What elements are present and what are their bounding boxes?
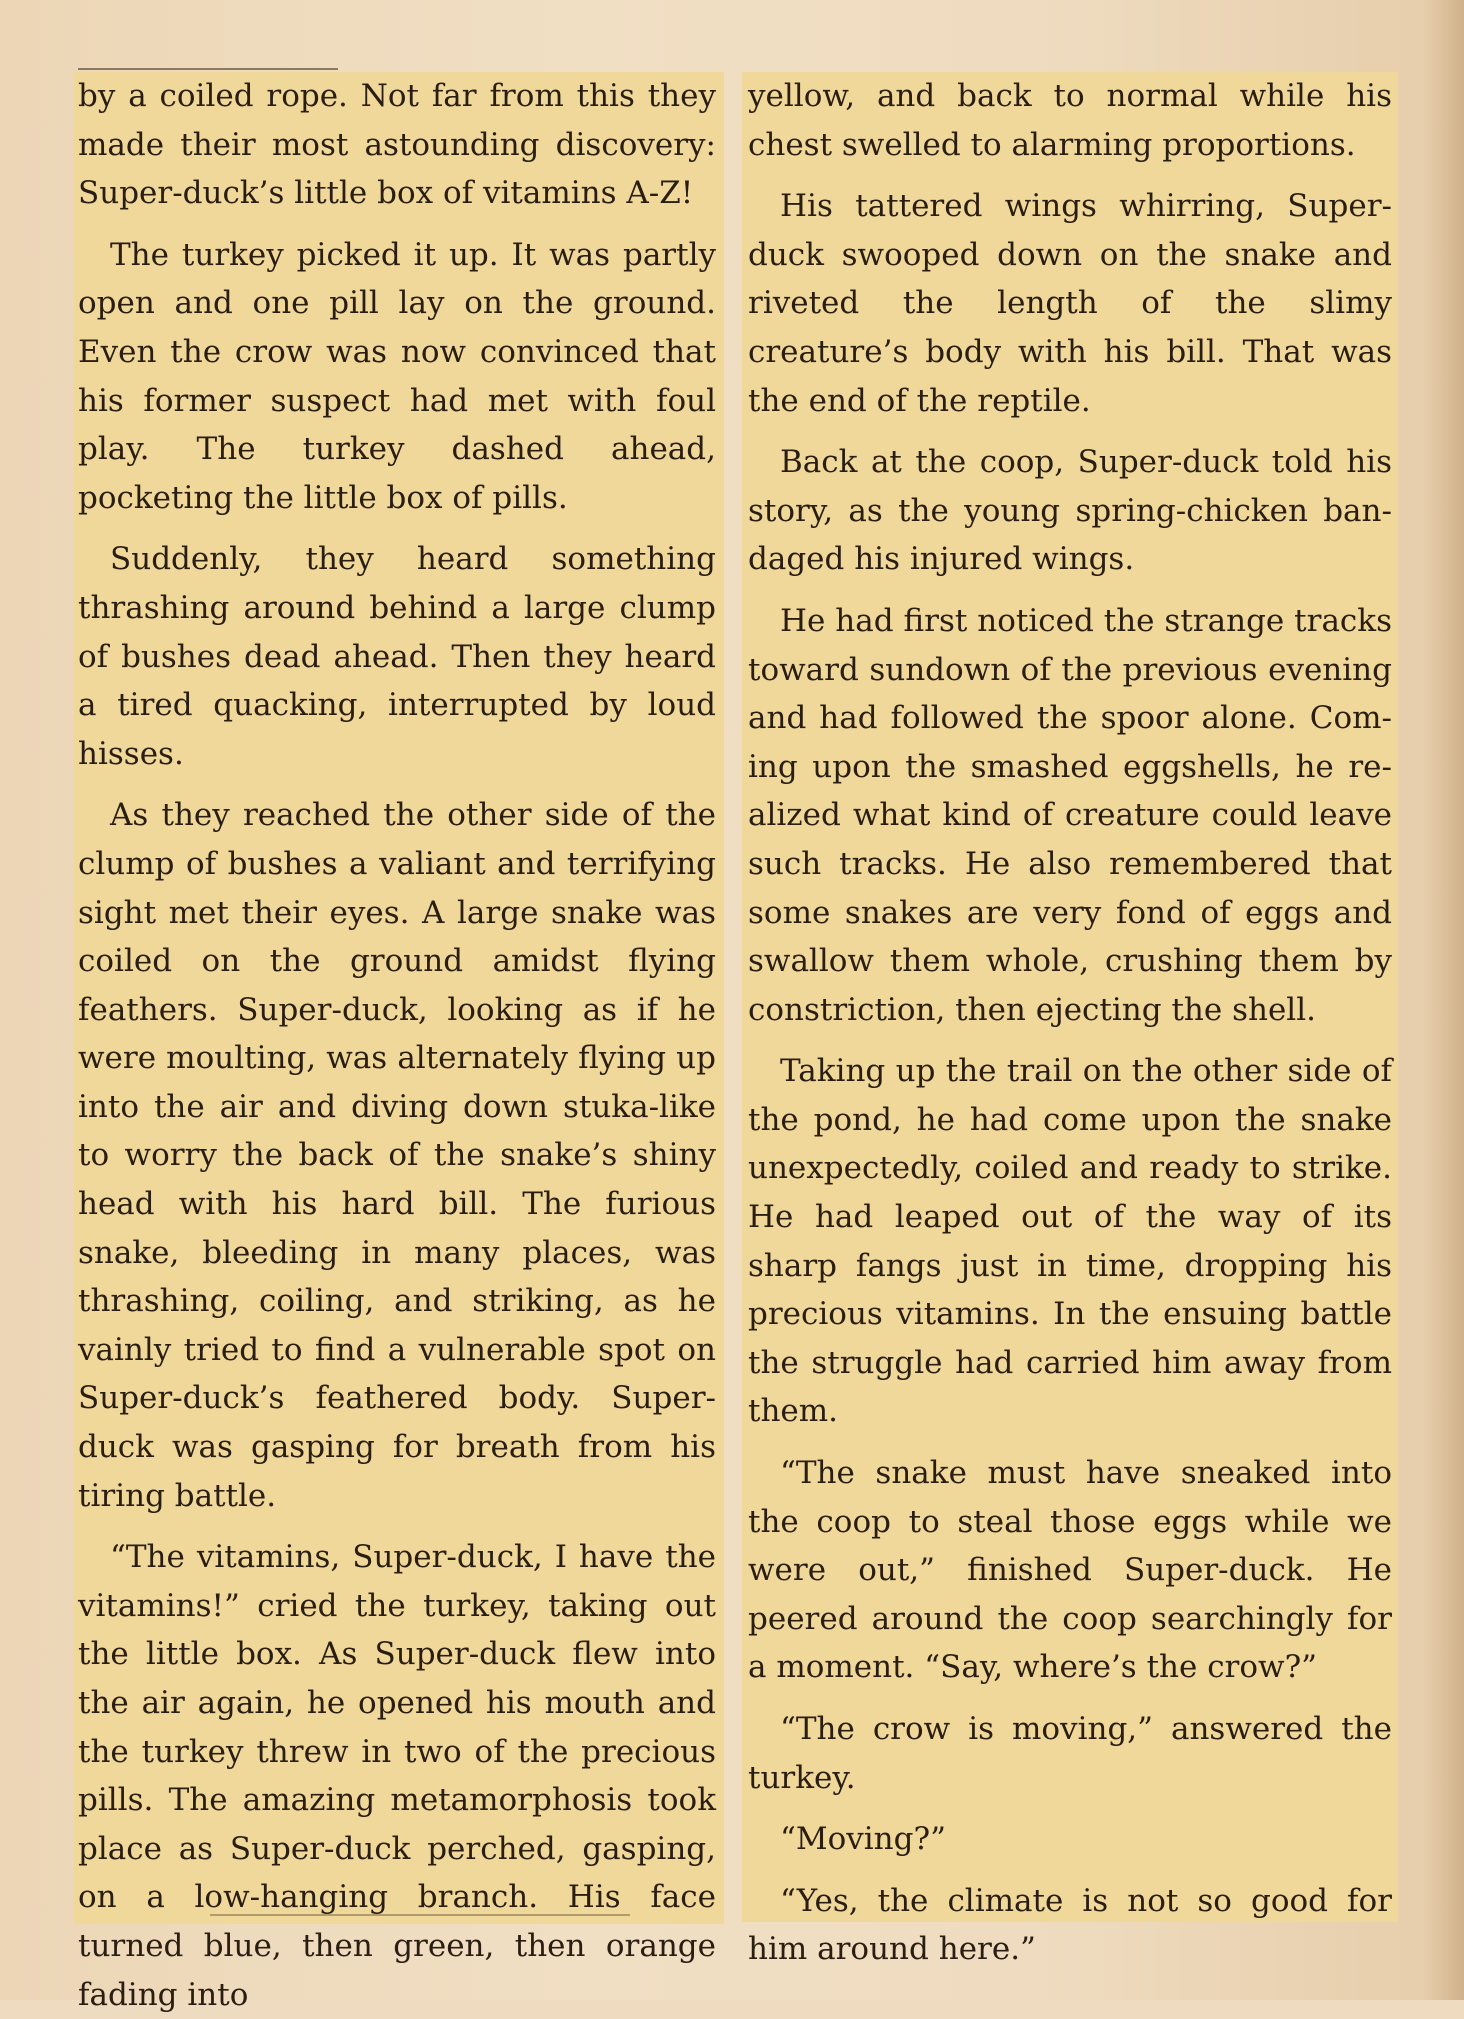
paragraph: “Moving?”	[780, 1821, 946, 1858]
paragraph: yellow, and back to normal while his chest swelled to alarming proportions.	[748, 78, 1392, 163]
left-text-column	[74, 72, 724, 2013]
top-rule	[78, 68, 338, 70]
paragraph: by a coiled rope. Not far from this they made their most astounding discovery: Super-duck’s little box of vitamins A-Z!	[78, 78, 716, 212]
bottom-rule	[210, 1914, 630, 1916]
right-text-column	[742, 72, 1398, 1968]
paragraph: He had first noticed the strange tracks toward sundown of the previous evening and had followed the spoor alone. Coming upon the smashed eggshells, he realized what kind of creature could leave such tracks. He also remembered that some snakes are very fond of eggs and swallow them whole, crushing them by constriction, then ejecting the shell.	[748, 602, 1392, 1028]
paragraph: “Yes, the climate is not so good for him around here.”	[748, 1882, 1392, 1968]
page-spine-shadow	[1424, 0, 1464, 2000]
paragraph: “The vitamins, Super-duck, I have the vitamins!” cried the turkey, taking out the little box. As Super-duck flew into the air again, he opened his mouth and the turkey threw in two of the precious pills. The amazing metamorphosis took place as Super-duck perched, gasping, on a low-hanging branch. His face turned blue, then green, then orange fading into	[78, 1539, 716, 2013]
paragraph: Taking up the trail on the other side of the pond, he had come upon the snake unexpectedly, coiled and ready to strike. He had leaped out of the way of its sharp fangs just in time, dropping his precious vitamins. In the ensuing battle the struggle had carried him away from them.	[748, 1053, 1392, 1430]
paragraph: “The snake must have sneaked into the coop to steal those eggs while we were out,” finished Super-duck. He peered around the coop searchingly for a moment. “Say, where’s the crow?”	[748, 1455, 1392, 1686]
paragraph: “The crow is moving,” answered the turkey.	[748, 1711, 1392, 1796]
paragraph: As they reached the other side of the clump of bushes a valiant and terrifying sight met their eyes. A large snake was coiled on the ground amidst flying feathers. Super-duck, looking as if he were moulting, was alternately flying up into the air and diving down stuka-like to worry the back of the snake’s shiny head with his hard bill. The furious snake, bleeding in many places, was thrashing, coiling, and striking, as he vainly tried to find a vulnerable spot on Super-duck’s feathered body. Super-duck was gasping for breath from his tiring battle.	[78, 797, 716, 1514]
paragraph: Back at the coop, Super-duck told his story, as the young spring-chicken bandaged his injured wings.	[748, 444, 1392, 578]
paragraph: His tattered wings whirring, Superduck swooped down on the snake and riveted the length of the slimy creature’s body with his bill. That was the end of the reptile.	[748, 188, 1392, 419]
paragraph: Suddenly, they heard something thrashing around behind a large clump of bushes dead ahead. Then they heard a tired quacking, interrupted by loud hisses.	[78, 541, 716, 772]
paragraph: The turkey picked it up. It was partly open and one pill lay on the ground. Even the crow was now convinced that his former suspect had met with foul play. The turkey dashed ahead, pocketing the little box of pills.	[78, 236, 716, 516]
